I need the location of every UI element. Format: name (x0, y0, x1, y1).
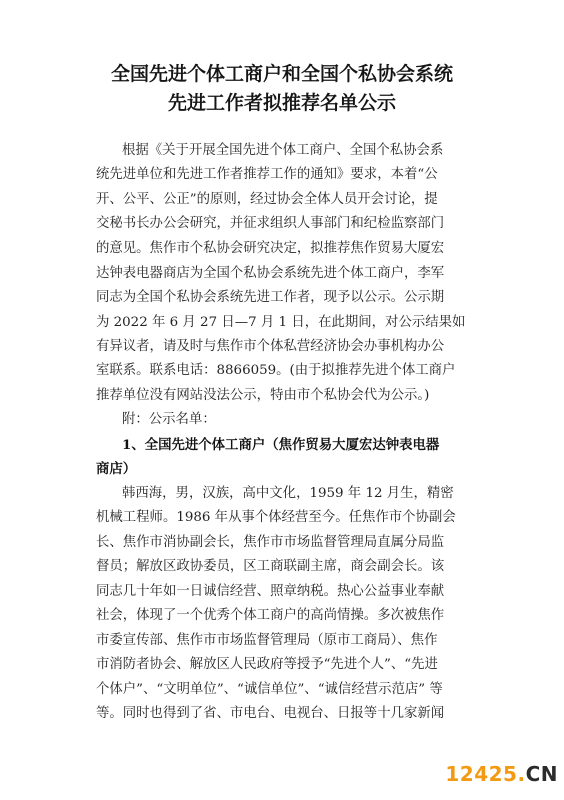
body-line: 室联系。联系电话：8866059。(由于拟推荐先进个体工商户 (96, 363, 456, 378)
body-line: 开、公平、公正”的原则，经过协会全体人员开会讨论，提 (96, 192, 438, 207)
appendix-label: 附：公示名单： (122, 412, 216, 427)
document-title-line-1: 全国先进个体工商户和全国个私协会系统 (110, 63, 453, 85)
body-line: 交秘书长办公会研究，并征求组织人事部门和纪检监察部门 (96, 216, 445, 231)
watermark-number: 12425 (445, 762, 518, 786)
body-line: 同志几十年如一日诚信经营、照章纳税。热心公益事业奉献 (96, 584, 445, 599)
body-line: 机械工程师。1986 年从事个体经营至今。任焦作市个协副会 (96, 510, 456, 525)
body-line: 达钟表电器商店为全国个私协会系统先进个体工商户，李军 (96, 266, 445, 281)
body-line: 统先进单位和先进工作者推荐工作的通知》要求，本着“公 (96, 167, 438, 182)
body-line: 市消防者协会、解放区人民政府等授予“先进个人”、“先进 (96, 657, 438, 672)
watermark-suffix: CN (525, 762, 558, 786)
site-watermark-logo (445, 762, 558, 786)
body-line: 有异议者，请及时与焦作市个体私营经济协会办事机构办公 (96, 339, 445, 354)
list-heading-cont: 商店） (96, 461, 137, 477)
body-line: 同志为全国个私协会系统先进工作者，现予以公示。公示期 (96, 290, 445, 305)
body-line: 根据《关于开展全国先进个体工商户、全国个私协会系 (122, 143, 444, 158)
body-line: 督员；解放区政协委员，区工商联副主席，商会副会长。该 (96, 559, 445, 574)
body-line: 等。同时也得到了省、市电台、电视台、日报等十几家新闻 (96, 706, 445, 721)
body-line: 个体户”、“文明单位”、“诚信单位”、“诚信经营示范店” 等 (96, 682, 443, 697)
body-line: 市委宣传部、焦作市市场监督管理局（原市工商局）、焦作 (96, 633, 438, 648)
document-title-line-2: 先进工作者拟推荐名单公示 (167, 92, 396, 114)
body-line: 为 2022 年 6 月 27 日—7 月 1 日，在此期间，对公示结果如 (96, 315, 466, 330)
body-line: 推荐单位没有网站没法公示，特由市个私协会代为公示。) (96, 388, 430, 403)
body-line: 的意见。焦作市个私协会研究决定，拟推荐焦作贸易大厦宏 (96, 241, 445, 256)
body-line: 长、焦作市消协副会长，焦作市市场监督管理局直属分局监 (96, 535, 445, 550)
body-line: 社会，体现了一个优秀个体工商户的高尚情操。多次被焦作 (96, 608, 445, 623)
list-heading: 1、全国先进个体工商户（焦作贸易大厦宏达钟表电器 (122, 437, 440, 453)
body-line: 韩西海，男，汉族，高中文化，1959 年 12 月生，精密 (122, 486, 454, 501)
watermark-dot: . (517, 762, 526, 786)
